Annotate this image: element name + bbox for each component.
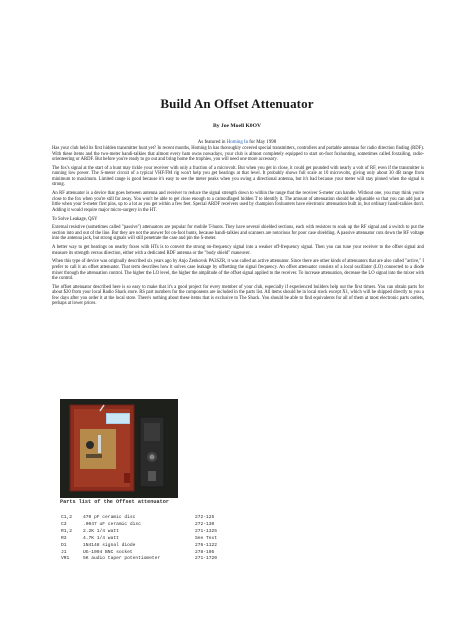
paragraph-intro: Has your club held its first hidden transmitter hunt yet? In recent months, Homing In has thoroughly covered special transmitters, controllers and portable antennas for radio direction finding (RDF). With these items and the two-meter handi-talkies that almost every ham owns nowadays, your club is almost completely equipped to start on-foot foxhunting, sometimes called foxtailing, radio-orienteering or ARDF. But before you're ready to go out and bring home the trophies, you will need one more accessory. bbox=[52, 146, 424, 163]
part-ref: J1 bbox=[61, 549, 67, 555]
part-desc: 2.2K 1/4 watt bbox=[83, 528, 119, 534]
part-ref: C1,2 bbox=[61, 515, 73, 520]
part-desc: 5K audio taper potentiometer bbox=[83, 556, 161, 562]
paragraph-signal-range: The fox's signal at the start of a hunt may tickle your receiver with only a fraction of a microvolt. But when you get in close, it could get pounded with nearly a volt of RF, even if the transmitter is running low power. The S-meter circuit of a typical VHF/FM rig won't help you get bearings at that level. It probably shows full scale at 10 microvolts, giving only about 30 dB range from minimum to maximum. Limited range is good because it's easy to see the meter peaks when you swing a directional antenna, but it's bad because your meter will stay pinned when the signal is strong. bbox=[52, 165, 424, 188]
part-number: See Text bbox=[195, 535, 218, 541]
featured-prefix: As featured in bbox=[197, 140, 227, 145]
parts-row bbox=[61, 543, 235, 550]
part-desc: 4.7K 1/4 watt bbox=[83, 535, 119, 541]
part-number: 272-130 bbox=[195, 521, 215, 527]
parts-row bbox=[61, 536, 235, 543]
part-number: 278-105 bbox=[195, 549, 215, 555]
paragraph-rf-attenuator: An RF attenuator is a device that goes between antenna and receiver to reduce the signal strength down to within the range that the receiver S-meter can handle. Without one, you may think you're close to the fox when you're still far away. You won't be able to get close enough to a camouflaged hidden T to identify it. The amount of attenuation should be adjustable so that you can add just a little when your S-meter first pins, up to a lot as you get within a few feet. Special ARDF receivers used by champion foxhunters have electronic attenuation built in, but ordinary handi-talkies don't. Adding it would require major micro-surgery in the HT. bbox=[52, 191, 424, 213]
part-desc: UG-1094 BNC socket bbox=[83, 549, 133, 555]
part-number: 276-1122 bbox=[195, 542, 218, 548]
parts-row bbox=[61, 556, 235, 563]
parts-list-title: Parts list of the Offset attenuator bbox=[60, 499, 169, 505]
section-heading: To Solve Leakage, QSY bbox=[52, 216, 98, 222]
part-ref: R3 bbox=[61, 535, 67, 541]
paragraph-better-way: A better way to get bearings on nearby foxes with HTs is to convert the strong on-frequency signal into a weaker off-frequency signal. Then you can tune your receiver to the offset signal and measure its strength versus direction, either with a dedicated RDF antenna or the "body shield" maneuver. bbox=[52, 245, 424, 256]
part-ref: D1 bbox=[61, 542, 67, 548]
parts-row bbox=[61, 515, 235, 522]
paragraph-passive-attenuators: External resistive (sometimes called "passive") attenuators are popular for mobile T-hunts. They have several shielded sections, each with resistors to soak up the RF signal and a switch to put the section into and out of the line. But they are not the answer for on-foot hunts, because handi-talkies and scanners are notorious for poor case shielding. A passive attenuator cuts down the RF voltage into the antenna jack, but strong signals will still penetrate the case and pin the S-meter. bbox=[52, 225, 424, 242]
part-number: 272-125 bbox=[195, 515, 215, 520]
featured-link[interactable]: Homing In bbox=[226, 140, 249, 145]
paragraph-parts-info: The offset attenuator described here is so easy to make that it's a good project for every member of your club, especially if experienced builders help out the first timers. You can obtain parts for about $20 from your local Radio Shack store. RS part numbers for the components are included in the parts list. All items should be in local stock except X1, which will be shipped directly to you a few days after you order it at the local store. There's nothing about these items that is exclusive to The Shack. You should be able to find equivalents for all of them at most electronic parts outlets, perhaps at lower prices. bbox=[52, 284, 424, 307]
article-body bbox=[52, 146, 424, 310]
parts-row bbox=[61, 522, 235, 529]
part-number: 271-1720 bbox=[195, 556, 218, 562]
part-desc: 470 pF ceramic disc bbox=[83, 515, 136, 520]
parts-row bbox=[61, 529, 235, 536]
attenuator-photo bbox=[60, 399, 178, 498]
article-author: By Joe Moell K0OV bbox=[212, 123, 261, 129]
featured-line bbox=[0, 140, 474, 145]
article-title: Build An Offset Attenuator bbox=[160, 96, 314, 111]
parts-list bbox=[61, 515, 235, 563]
part-desc: .0047 uF ceramic disc bbox=[83, 521, 141, 527]
featured-suffix: for May 1998 bbox=[248, 140, 277, 145]
part-ref: C3 bbox=[61, 521, 67, 527]
part-number: 271-1325 bbox=[195, 528, 218, 534]
paragraph-offset-attenuator: When this type of device was originally described six years ago by Anjo Zenkovsk PA3SZR, it was called an active attenuator. Since there are other kinds of attenuators that are also called "active," I prefer to call it an offset attenuator. That term describes how it solves case leakage by offsetting the signal frequency. An offset attenuator consists of a local oscillator (LO) connected to a diode mixer through the attenuation control. The higher the LO level, the higher the amplitude of the offset signal applied to the receiver. To increase attenuation, decrease the LO signal into the mixer with the control. bbox=[52, 259, 424, 282]
part-ref: VR1 bbox=[61, 556, 70, 562]
part-ref: R1,2 bbox=[61, 528, 73, 534]
part-desc: 1N4148 signal diode bbox=[83, 542, 136, 548]
